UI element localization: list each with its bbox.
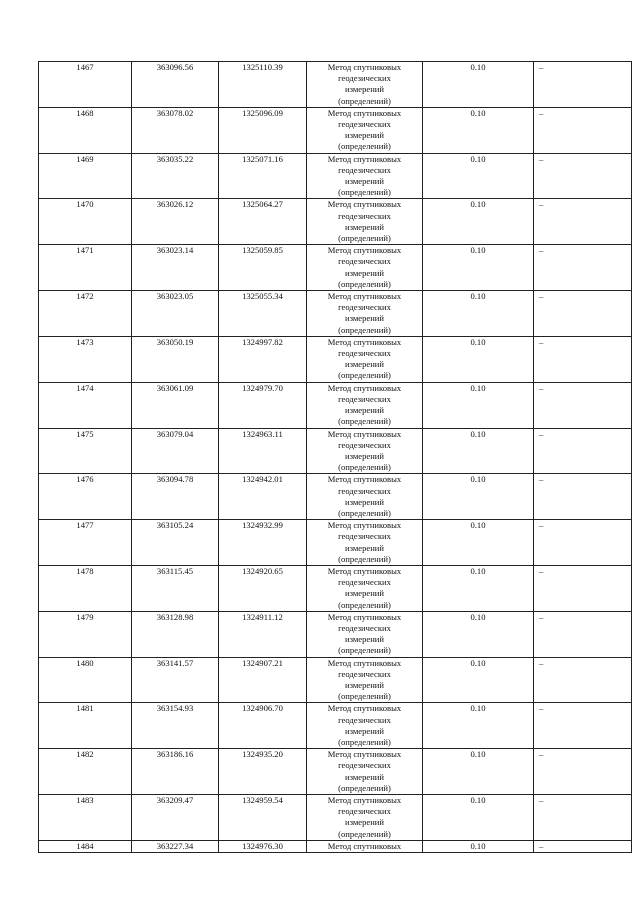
table-row — [39, 474, 632, 520]
method-line: Метод спутниковых — [327, 703, 402, 714]
point-number-cell: 1481 — [39, 703, 132, 749]
method-cell — [307, 840, 423, 852]
table-row — [39, 382, 632, 428]
point-number-cell: 1471 — [39, 245, 132, 291]
x-coordinate-cell: 363115.45 — [132, 565, 219, 611]
method-line: (определений) — [338, 828, 391, 839]
x-coordinate-cell: 363078.02 — [132, 107, 219, 153]
method-line: (определений) — [338, 507, 391, 518]
precision-cell: 0.10 — [423, 703, 534, 749]
table-row — [39, 291, 632, 337]
point-number-cell: 1469 — [39, 153, 132, 199]
method-cell — [307, 107, 423, 153]
method-line: Метод спутниковых — [327, 245, 402, 256]
precision-cell: 0.10 — [423, 795, 534, 841]
method-line: (определений) — [338, 278, 391, 289]
precision-cell: 0.10 — [423, 336, 534, 382]
description-cell: – — [534, 245, 632, 291]
point-number-cell: 1478 — [39, 565, 132, 611]
method-line: (определений) — [338, 736, 391, 747]
method-cell — [307, 382, 423, 428]
coordinates-table-body — [39, 62, 632, 853]
method-line: (определений) — [338, 782, 391, 793]
y-coordinate-cell: 1324935.20 — [219, 749, 307, 795]
x-coordinate-cell: 363094.78 — [132, 474, 219, 520]
method-line: Метод спутниковых — [327, 840, 402, 851]
precision-cell: 0.10 — [423, 565, 534, 611]
method-line: (определений) — [338, 691, 391, 702]
method-line: (определений) — [338, 370, 391, 381]
point-number-cell: 1467 — [39, 62, 132, 108]
method-cell — [307, 245, 423, 291]
method-line: геодезических — [338, 348, 391, 359]
method-line: (определений) — [338, 324, 391, 335]
description-cell: – — [534, 428, 632, 474]
point-number-cell: 1476 — [39, 474, 132, 520]
method-line: измерений — [344, 679, 385, 690]
method-line: (определений) — [338, 416, 391, 427]
method-line: (определений) — [338, 141, 391, 152]
precision-cell: 0.10 — [423, 474, 534, 520]
table-row — [39, 611, 632, 657]
point-number-cell: 1479 — [39, 611, 132, 657]
table-row — [39, 62, 632, 108]
table-row — [39, 199, 632, 245]
description-cell: – — [534, 520, 632, 566]
precision-cell: 0.10 — [423, 107, 534, 153]
method-cell — [307, 474, 423, 520]
method-cell — [307, 153, 423, 199]
point-number-cell: 1468 — [39, 107, 132, 153]
method-line: геодезических — [338, 531, 391, 542]
point-number-cell: 1483 — [39, 795, 132, 841]
y-coordinate-cell: 1325059.85 — [219, 245, 307, 291]
y-coordinate-cell: 1324932.99 — [219, 520, 307, 566]
description-cell: – — [534, 107, 632, 153]
y-coordinate-cell: 1324911.12 — [219, 611, 307, 657]
method-line: Метод спутниковых — [327, 199, 402, 210]
method-line: геодезических — [338, 210, 391, 221]
point-number-cell: 1482 — [39, 749, 132, 795]
method-line: Метод спутниковых — [327, 62, 402, 72]
precision-cell: 0.10 — [423, 749, 534, 795]
x-coordinate-cell: 363050.19 — [132, 336, 219, 382]
table-row — [39, 428, 632, 474]
method-line: (определений) — [338, 599, 391, 610]
description-cell: – — [534, 749, 632, 795]
precision-cell: 0.10 — [423, 382, 534, 428]
table-row — [39, 749, 632, 795]
method-line: геодезических — [338, 577, 391, 588]
description-cell: – — [534, 474, 632, 520]
method-line: измерений — [344, 84, 385, 95]
method-line: измерений — [344, 221, 385, 232]
description-cell: – — [534, 795, 632, 841]
method-line: (определений) — [338, 233, 391, 244]
description-cell: – — [534, 199, 632, 245]
method-cell — [307, 520, 423, 566]
description-cell: – — [534, 153, 632, 199]
precision-cell: 0.10 — [423, 199, 534, 245]
y-coordinate-cell: 1324976.30 — [219, 840, 307, 852]
method-line: измерений — [344, 405, 385, 416]
method-line: Метод спутниковых — [327, 795, 402, 805]
method-line: измерений — [344, 588, 385, 599]
x-coordinate-cell: 363023.14 — [132, 245, 219, 291]
method-line: геодезических — [338, 714, 391, 725]
coordinates-table — [38, 61, 632, 853]
method-line: геодезических — [338, 760, 391, 771]
method-line: (определений) — [338, 95, 391, 106]
method-line: геодезических — [338, 439, 391, 450]
method-line: геодезических — [338, 668, 391, 679]
y-coordinate-cell: 1324963.11 — [219, 428, 307, 474]
point-number-cell: 1477 — [39, 520, 132, 566]
method-line: Метод спутниковых — [327, 107, 402, 118]
x-coordinate-cell: 363141.57 — [132, 657, 219, 703]
method-line: измерений — [344, 359, 385, 370]
point-number-cell: 1470 — [39, 199, 132, 245]
y-coordinate-cell: 1324942.01 — [219, 474, 307, 520]
precision-cell: 0.10 — [423, 657, 534, 703]
method-line: геодезических — [338, 622, 391, 633]
description-cell: – — [534, 291, 632, 337]
description-cell: – — [534, 565, 632, 611]
y-coordinate-cell: 1325055.34 — [219, 291, 307, 337]
method-line: (определений) — [338, 462, 391, 473]
method-cell — [307, 657, 423, 703]
method-line: измерений — [344, 130, 385, 141]
method-line: измерений — [344, 817, 385, 828]
description-cell: – — [534, 703, 632, 749]
point-number-cell: 1484 — [39, 840, 132, 852]
method-line: измерений — [344, 771, 385, 782]
method-line: Метод спутниковых — [327, 336, 402, 347]
method-line: геодезических — [338, 73, 391, 84]
x-coordinate-cell: 363023.05 — [132, 291, 219, 337]
point-number-cell: 1475 — [39, 428, 132, 474]
method-cell — [307, 565, 423, 611]
point-number-cell: 1472 — [39, 291, 132, 337]
method-line: геодезических — [338, 302, 391, 313]
description-cell: – — [534, 611, 632, 657]
method-line: Метод спутниковых — [327, 382, 402, 393]
x-coordinate-cell: 363035.22 — [132, 153, 219, 199]
method-line: (определений) — [338, 187, 391, 198]
precision-cell: 0.10 — [423, 611, 534, 657]
description-cell: – — [534, 840, 632, 852]
y-coordinate-cell: 1325071.16 — [219, 153, 307, 199]
y-coordinate-cell: 1324979.70 — [219, 382, 307, 428]
x-coordinate-cell: 363186.16 — [132, 749, 219, 795]
method-cell — [307, 795, 423, 841]
method-line: Метод спутниковых — [327, 657, 402, 668]
description-cell: – — [534, 336, 632, 382]
y-coordinate-cell: 1325064.27 — [219, 199, 307, 245]
method-cell — [307, 199, 423, 245]
method-line: геодезических — [338, 806, 391, 817]
x-coordinate-cell: 363128.98 — [132, 611, 219, 657]
precision-cell: 0.10 — [423, 62, 534, 108]
method-line: измерений — [344, 313, 385, 324]
x-coordinate-cell: 363061.09 — [132, 382, 219, 428]
x-coordinate-cell: 363026.12 — [132, 199, 219, 245]
method-line: (определений) — [338, 553, 391, 564]
description-cell: – — [534, 382, 632, 428]
table-row — [39, 107, 632, 153]
precision-cell: 0.10 — [423, 245, 534, 291]
method-line: Метод спутниковых — [327, 474, 402, 485]
method-line: Метод спутниковых — [327, 565, 402, 576]
method-line: измерений — [344, 267, 385, 278]
table-row — [39, 795, 632, 841]
method-line: измерений — [344, 542, 385, 553]
method-line: геодезических — [338, 256, 391, 267]
table-row — [39, 657, 632, 703]
method-cell — [307, 611, 423, 657]
y-coordinate-cell: 1325110.39 — [219, 62, 307, 108]
table-row — [39, 565, 632, 611]
method-cell — [307, 291, 423, 337]
method-line: геодезических — [338, 393, 391, 404]
x-coordinate-cell: 363096.56 — [132, 62, 219, 108]
method-cell — [307, 428, 423, 474]
method-line: Метод спутниковых — [327, 291, 402, 302]
precision-cell: 0.10 — [423, 428, 534, 474]
method-line: геодезических — [338, 485, 391, 496]
method-line: измерений — [344, 176, 385, 187]
method-line: измерений — [344, 450, 385, 461]
method-line: измерений — [344, 634, 385, 645]
x-coordinate-cell: 363227.34 — [132, 840, 219, 852]
y-coordinate-cell: 1324997.82 — [219, 336, 307, 382]
x-coordinate-cell: 363079.04 — [132, 428, 219, 474]
table-row — [39, 153, 632, 199]
table-row — [39, 336, 632, 382]
table-row — [39, 840, 632, 852]
method-line: Метод спутниковых — [327, 153, 402, 164]
precision-cell: 0.10 — [423, 291, 534, 337]
method-line: (определений) — [338, 645, 391, 656]
y-coordinate-cell: 1324907.21 — [219, 657, 307, 703]
point-number-cell: 1480 — [39, 657, 132, 703]
method-line: геодезических — [338, 119, 391, 130]
y-coordinate-cell: 1324920.65 — [219, 565, 307, 611]
method-cell — [307, 749, 423, 795]
method-line: Метод спутниковых — [327, 428, 402, 439]
precision-cell: 0.10 — [423, 520, 534, 566]
method-cell — [307, 62, 423, 108]
x-coordinate-cell: 363154.93 — [132, 703, 219, 749]
method-line: Метод спутниковых — [327, 520, 402, 531]
method-cell — [307, 703, 423, 749]
point-number-cell: 1473 — [39, 336, 132, 382]
method-line: геодезических — [338, 164, 391, 175]
precision-cell: 0.10 — [423, 153, 534, 199]
description-cell: – — [534, 62, 632, 108]
point-number-cell: 1474 — [39, 382, 132, 428]
x-coordinate-cell: 363105.24 — [132, 520, 219, 566]
y-coordinate-cell: 1324959.54 — [219, 795, 307, 841]
x-coordinate-cell: 363209.47 — [132, 795, 219, 841]
method-line: Метод спутниковых — [327, 611, 402, 622]
description-cell: – — [534, 657, 632, 703]
y-coordinate-cell: 1325096.09 — [219, 107, 307, 153]
precision-cell: 0.10 — [423, 840, 534, 852]
table-row — [39, 520, 632, 566]
method-line: Метод спутниковых — [327, 749, 402, 760]
table-row — [39, 245, 632, 291]
method-cell — [307, 336, 423, 382]
method-line: измерений — [344, 496, 385, 507]
method-line: измерений — [344, 725, 385, 736]
y-coordinate-cell: 1324906.70 — [219, 703, 307, 749]
table-row — [39, 703, 632, 749]
